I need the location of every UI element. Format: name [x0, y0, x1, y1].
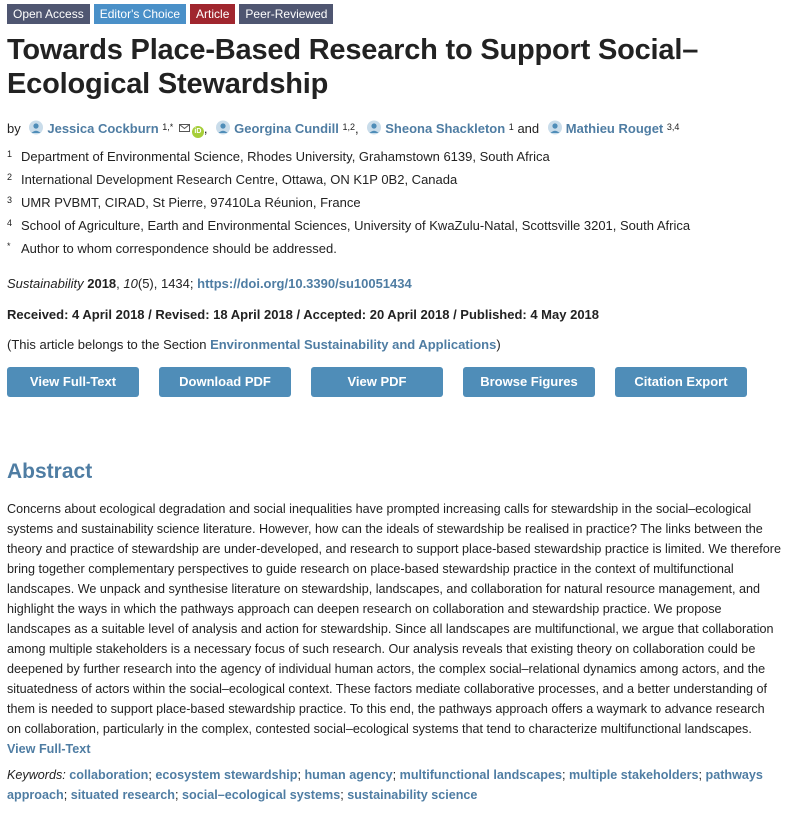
- citation-line: Sustainability 2018, 10(5), 1434; https://doi.org/10.3390/su10051434: [7, 276, 412, 291]
- keyword-link[interactable]: pathways approach: [7, 768, 763, 802]
- action-buttons: [7, 367, 783, 397]
- affiliation-text: Department of Environmental Science, Rhodes University, Grahamstown 6139, South Africa: [21, 149, 550, 164]
- section-note: [7, 336, 783, 354]
- person-icon: [366, 120, 382, 135]
- author-sup: 1,*: [162, 122, 174, 132]
- browse-figures-button[interactable]: Browse Figures: [463, 367, 595, 397]
- author-sup: 1,2: [342, 122, 356, 132]
- keyword-link[interactable]: collaboration: [69, 768, 149, 782]
- citation-issue: (5): [137, 276, 154, 291]
- citation-export-button[interactable]: Citation Export: [615, 367, 747, 397]
- author-sup: 1: [508, 122, 514, 132]
- section-prefix: (This article belongs to the Section: [7, 337, 211, 352]
- keyword-link[interactable]: multiple stakeholders: [569, 768, 699, 782]
- badge-peer-reviewed[interactable]: Peer-Reviewed: [239, 4, 333, 24]
- keyword-link[interactable]: situated research: [70, 788, 175, 802]
- affiliation-number: 3: [7, 195, 13, 205]
- orcid-icon[interactable]: iD: [192, 126, 204, 138]
- section-suffix: ): [496, 337, 501, 352]
- citation-volume: 10: [123, 276, 138, 291]
- author-list: by Jessica Cockburn $^{1,*}$ iD , Georgina Cundill $^{1,2}$, Sheona Shackleton $^1$ and Mathieu Rouget $^{3,4}$: [7, 121, 680, 136]
- doi-link[interactable]: https://doi.org/10.3390/su10051434: [197, 276, 412, 291]
- person-icon: [28, 120, 44, 135]
- article-page: [7, 4, 783, 805]
- affiliation-text: UMR PVBMT, CIRAD, St Pierre, 97410La Réunion, France: [21, 195, 361, 210]
- authors-by-label: by: [7, 121, 21, 136]
- affiliation-text: School of Agriculture, Earth and Environmental Sciences, University of KwaZulu-Natal, Scottsville 3201, South Africa: [21, 218, 691, 233]
- affiliation-item: [7, 240, 783, 263]
- affiliation-item: [7, 171, 783, 194]
- keyword-link[interactable]: ecosystem stewardship: [155, 768, 298, 782]
- abstract-text: Concerns about ecological degradation and social inequalities have prompted increasing calls for stewardship in the social–ecological systems and sustainability science literature. However, how can the ideals of stewardship be realised in practice? The links between the theory and practice of stewardship are under-developed, and research to support place-based stewardship practice is limited. We therefore bring together complementary perspectives to guide research on place-based stewardship practice in the context of multifunctional landscapes. We unpack and synthesise literature on stewardship, landscapes, and collaboration for natural resource management, and highlight the ways in which the pathways approach can deepen research on collaboration and stewardship practice. We propose landscapes as a suitable level of analysis and action for stewardship. Since all landscapes are multifunctional, we argue that collaboration among multiple stakeholders is a necessary focus of such research. Our analysis reveals that existing theory on collaboration could be deepened by further research into the agency of individual human actors, the complex social–relational dynamics among actors, and the situatedness of actors within the social–ecological context. These factors mediate collaborative processes, and a better understanding of them is needed to support place-based stewardship practice. To this end, the pathways approach offers a waymark to advance research on collaboration, particularly in the complex, contested social–ecological systems that tend to characterize multifunctional landscapes.: [7, 502, 782, 736]
- citation-year: 2018: [87, 276, 117, 291]
- keyword-link[interactable]: multifunctional landscapes: [399, 768, 563, 782]
- keyword-link[interactable]: social–ecological systems: [182, 788, 341, 802]
- author-sup: 3,4: [666, 122, 680, 132]
- view-pdf-button[interactable]: View PDF: [311, 367, 443, 397]
- affiliation-number: *: [7, 241, 11, 251]
- mail-icon[interactable]: [179, 124, 190, 132]
- keyword-link[interactable]: sustainability science: [347, 788, 478, 802]
- author-name-shackleton[interactable]: Sheona Shackleton: [385, 121, 506, 136]
- abstract-heading: Abstract: [7, 460, 93, 483]
- badge-open-access[interactable]: Open Access: [7, 4, 90, 24]
- keywords: Keywords: collaboration; ecosystem stewardship; human agency; multifunctional landscapes; multiple stakeholders; pathways approach; situated research; social–ecological systems; sustainability science: [7, 768, 763, 802]
- affiliation-number: 2: [7, 172, 13, 182]
- citation-pages: , 1434;: [153, 276, 198, 291]
- person-icon: [215, 120, 231, 135]
- affiliation-number: 1: [7, 149, 13, 159]
- page-title: Towards Place-Based Research to Support Social–Ecological Stewardship: [7, 34, 699, 100]
- authors-and: and: [517, 121, 540, 136]
- affiliation-number: 4: [7, 218, 13, 228]
- view-full-text-button[interactable]: View Full-Text: [7, 367, 139, 397]
- badge-row: [7, 4, 783, 24]
- publication-dates: Received: 4 April 2018 / Revised: 18 April 2018 / Accepted: 20 April 2018 / Published: 4 May 2018: [7, 307, 600, 322]
- download-pdf-button[interactable]: Download PDF: [159, 367, 291, 397]
- author-name-cockburn[interactable]: Jessica Cockburn: [47, 121, 159, 136]
- affiliation-item: [7, 148, 783, 171]
- section-link[interactable]: Environmental Sustainability and Applications: [210, 337, 497, 352]
- person-icon: [547, 120, 563, 135]
- affiliation-text: International Development Research Centre, Ottawa, ON K1P 0B2, Canada: [21, 172, 458, 187]
- keyword-link[interactable]: human agency: [304, 768, 393, 782]
- journal-name: Sustainability: [7, 276, 84, 291]
- author-name-rouget[interactable]: Mathieu Rouget: [565, 121, 664, 136]
- author-name-cundill[interactable]: Georgina Cundill: [234, 121, 339, 136]
- badge-article: Article: [190, 4, 235, 24]
- keywords-label: Keywords:: [7, 768, 66, 782]
- abstract-body: [7, 499, 781, 759]
- affiliation-text: Author to whom correspondence should be addressed.: [21, 241, 337, 256]
- affiliations: [7, 148, 783, 263]
- abstract-full-text-link[interactable]: View Full-Text: [7, 742, 91, 756]
- badge-editors-choice[interactable]: Editor's Choice: [94, 4, 186, 24]
- affiliation-item: [7, 217, 783, 240]
- affiliation-item: [7, 194, 783, 217]
